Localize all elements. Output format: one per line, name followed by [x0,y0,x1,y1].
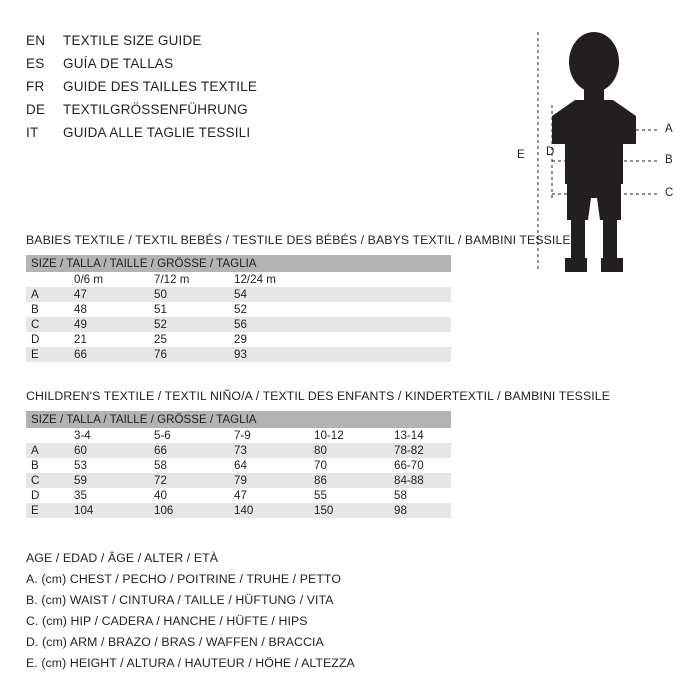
cell: 66 [154,443,234,458]
babies-column-1: 7/12 m [154,272,234,287]
cell: 21 [74,332,154,347]
cell: 59 [74,473,154,488]
cell: 54 [234,287,451,302]
table-row [26,443,451,458]
legend-line: E. (cm) HEIGHT / ALTURA / HAUTEUR / HÖHE / ALTEZZA [26,656,355,670]
children-section-title: CHILDREN'S TEXTILE / TEXTIL NIÑO/A / TEXTIL DES ENFANTS / KINDERTEXTIL / BAMBINI TESSILE [26,389,611,403]
cell: 53 [74,458,154,473]
measure-label-c: C [665,187,674,199]
row-label: B [26,302,74,317]
children-size-table [26,411,451,518]
cell: 86 [314,473,394,488]
cell: 66-70 [394,458,451,473]
legend-line: B. (cm) WAIST / CINTURA / TAILLE / HÜFTUNG / VITA [26,593,334,607]
cell: 76 [154,347,234,362]
children-column-3: 10-12 [314,428,394,443]
language-row [26,79,446,102]
babies-column-2: 12/24 m [234,272,451,287]
cell: 51 [154,302,234,317]
language-text: GUIDA ALLE TAGLIE TESSILI [63,125,251,140]
cell: 79 [234,473,314,488]
cell: 56 [234,317,451,332]
row-label: A [26,443,74,458]
cell: 73 [234,443,314,458]
measure-label-a: A [665,123,673,135]
cell: 47 [74,287,154,302]
cell: 72 [154,473,234,488]
cell: 48 [74,302,154,317]
row-label: D [26,332,74,347]
language-row [26,102,446,125]
cell: 55 [314,488,394,503]
language-text: TEXTILE SIZE GUIDE [63,33,202,48]
table-row [26,332,451,347]
cell: 78-82 [394,443,451,458]
cell: 104 [74,503,154,518]
cell: 58 [394,488,451,503]
cell: 93 [234,347,451,362]
measure-label-d: D [546,146,555,158]
language-code: ES [26,56,45,71]
children-size-header: SIZE / TALLA / TAILLE / GRÖSSE / TAGLIA [26,411,451,428]
measure-label-b: B [665,154,673,166]
babies-section-title: BABIES TEXTILE / TEXTIL BEBÉS / TESTILE DES BÉBÉS / BABYS TEXTIL / BAMBINI TESSILE [26,233,571,247]
child-silhouette-figure [505,20,685,290]
cell: 84-88 [394,473,451,488]
empty-cell [26,428,74,443]
row-label: B [26,458,74,473]
legend-line: A. (cm) CHEST / PECHO / POITRINE / TRUHE / PETTO [26,572,341,586]
cell: 47 [234,488,314,503]
table-row [26,503,451,518]
cell: 106 [154,503,234,518]
cell: 80 [314,443,394,458]
cell: 29 [234,332,451,347]
cell: 49 [74,317,154,332]
children-column-0: 3-4 [74,428,154,443]
empty-cell [26,272,74,287]
legend-line: C. (cm) HIP / CADERA / HANCHE / HÜFTE / HIPS [26,614,308,628]
row-label: E [26,347,74,362]
cell: 35 [74,488,154,503]
row-label: D [26,488,74,503]
language-row [26,125,446,148]
table-column-row [26,428,451,443]
table-row [26,458,451,473]
cell: 40 [154,488,234,503]
table-row [26,287,451,302]
cell: 140 [234,503,314,518]
babies-column-0: 0/6 m [74,272,154,287]
children-column-4: 13-14 [394,428,451,443]
language-code: DE [26,102,46,117]
row-label: E [26,503,74,518]
table-row [26,488,451,503]
row-label: A [26,287,74,302]
cell: 64 [234,458,314,473]
cell: 52 [154,317,234,332]
table-header-row [26,411,451,428]
legend-line: AGE / EDAD / ÂGE / ALTER / ETÀ [26,551,219,565]
legend-line: D. (cm) ARM / BRAZO / BRAS / WAFFEN / BRACCIA [26,635,324,649]
table-column-row [26,272,451,287]
row-label: C [26,473,74,488]
children-column-1: 5-6 [154,428,234,443]
language-code: IT [26,125,39,140]
babies-size-table [26,255,451,362]
language-code: EN [26,33,46,48]
language-code: FR [26,79,45,94]
table-row [26,347,451,362]
language-text: TEXTILGRÖSSENFÜHRUNG [63,102,248,117]
language-text: GUIDE DES TAILLES TEXTILE [63,79,258,94]
cell: 66 [74,347,154,362]
table-header-row [26,255,451,272]
table-row [26,473,451,488]
cell: 98 [394,503,451,518]
table-row [26,317,451,332]
language-row [26,56,446,79]
language-row [26,33,446,56]
cell: 52 [234,302,451,317]
cell: 25 [154,332,234,347]
cell: 60 [74,443,154,458]
row-label: C [26,317,74,332]
language-title-block [26,33,446,148]
cell: 50 [154,287,234,302]
children-column-2: 7-9 [234,428,314,443]
cell: 150 [314,503,394,518]
table-row [26,302,451,317]
measure-label-e: E [517,149,525,161]
language-text: GUÍA DE TALLAS [63,56,174,71]
cell: 58 [154,458,234,473]
babies-size-header: SIZE / TALLA / TAILLE / GRÖSSE / TAGLIA [26,255,451,272]
cell: 70 [314,458,394,473]
measurement-legend [26,551,546,677]
silhouette-svg [505,20,685,290]
